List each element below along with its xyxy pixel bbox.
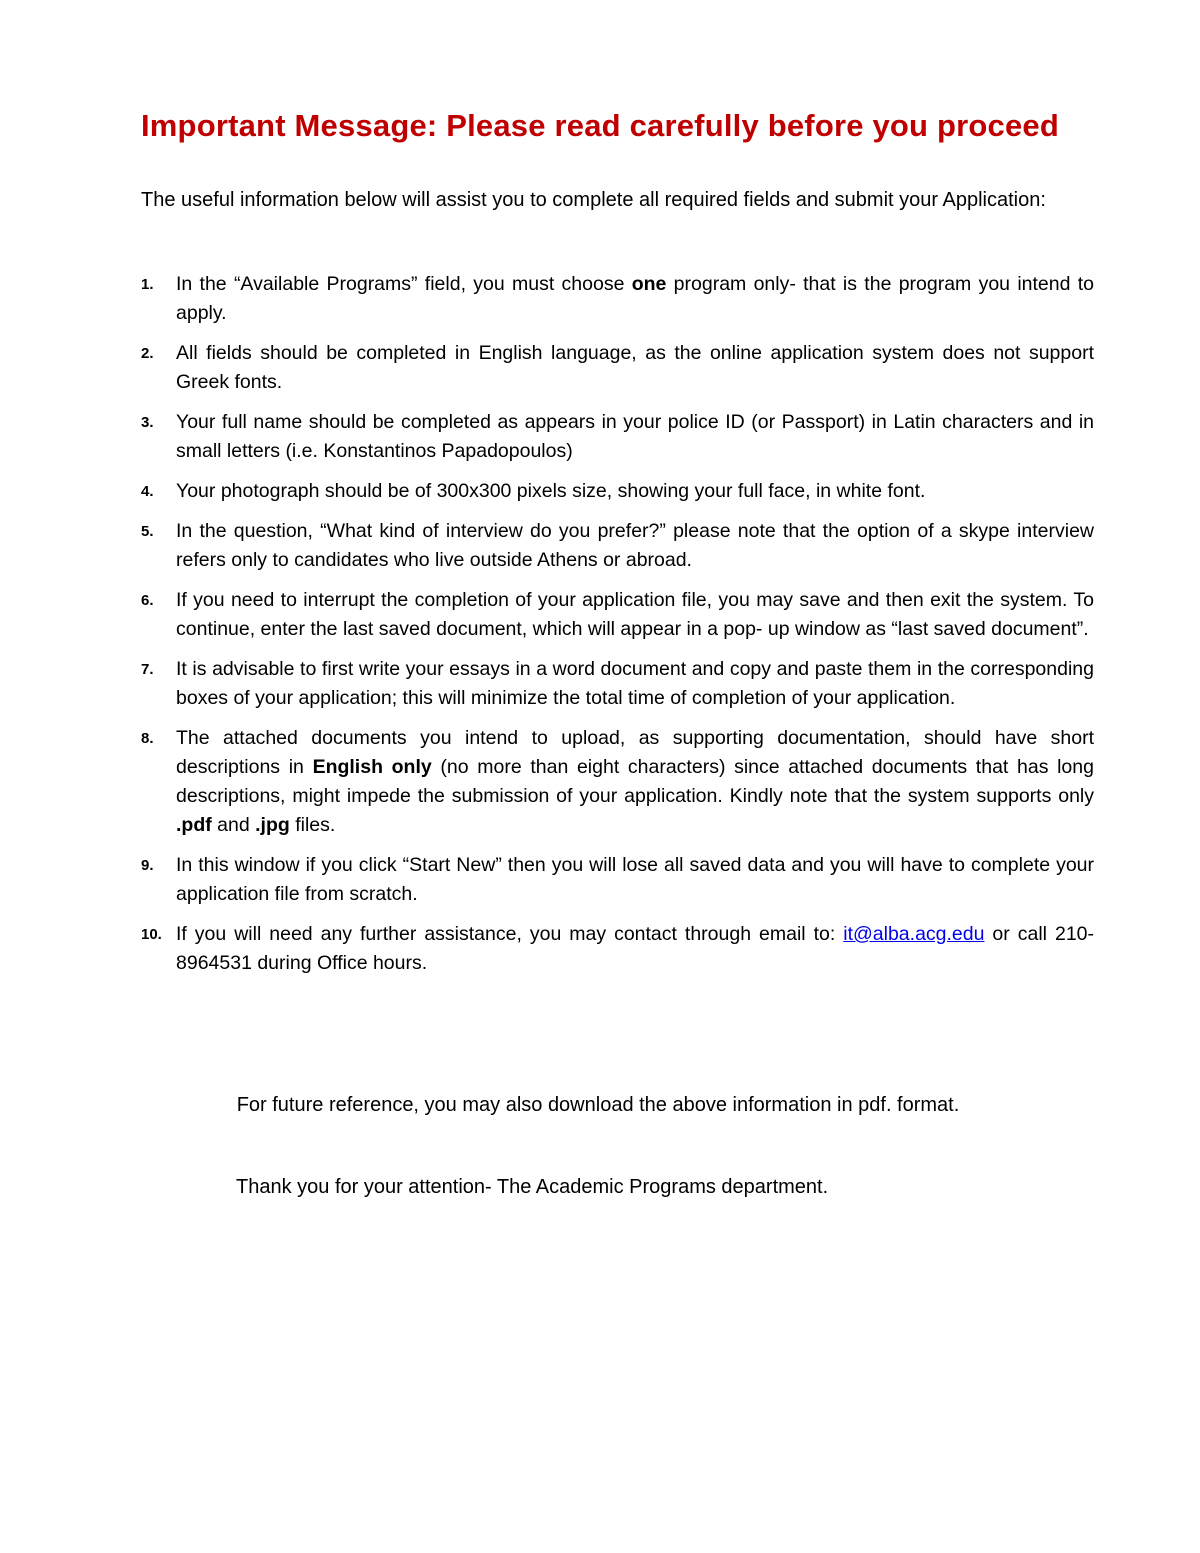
item-number: 7.: [141, 661, 154, 678]
item-text: In the “Available Programs” field, you must choose: [176, 273, 632, 295]
item-text: If you will need any further assistance, you may contact through email to:: [176, 923, 844, 945]
item-number: 9.: [141, 857, 154, 874]
item-text: files.: [289, 814, 336, 836]
item-emphasis: one: [631, 273, 667, 295]
item-emphasis: .jpg: [255, 814, 290, 836]
page-title: Important Message: Please read carefully before you proceed: [140, 108, 1059, 143]
item-number: 5.: [141, 523, 154, 540]
list-item: [141, 851, 1094, 909]
item-text: (no more than eight characters) since attached documents that has long descriptions, might impede the submission of your application. Kindly note that the system supports only: [176, 756, 1094, 807]
item-text: The attached documents you intend to upload, as supporting documentation, should have short descriptions in: [176, 727, 1094, 778]
list-item: [141, 586, 1094, 644]
item-text: All fields should be completed in English language, as the online application system does not support Greek fonts.: [176, 342, 1094, 393]
thanks-message: Thank you for your attention- The Academic Programs department.: [236, 1176, 829, 1198]
item-text: program only- that is the program you intend to apply.: [176, 273, 1094, 324]
item-text: It is advisable to first write your essays in a word document and copy and paste them in the corresponding boxes of your application; this will minimize the total time of completion of your application.: [176, 658, 1094, 709]
list-item: [141, 517, 1094, 575]
item-number: 4.: [141, 483, 154, 500]
item-number: 8.: [141, 730, 154, 747]
list-item: [141, 477, 1094, 506]
item-number: 6.: [141, 592, 154, 609]
instructions-list: [141, 270, 1094, 989]
download-note-text: For future reference, you may also download the above information in pdf. format.: [236, 1094, 960, 1116]
list-item: [141, 339, 1094, 397]
item-number: 2.: [141, 345, 154, 362]
item-text: or call 210- 8964531 during Office hours.: [176, 923, 1094, 974]
intro-paragraph: The useful information below will assist you to complete all required fields and submit your Application:: [141, 189, 1046, 211]
item-text: Your photograph should be of 300x300 pixels size, showing your full face, in white font.: [176, 480, 926, 502]
list-item: [141, 920, 1094, 978]
list-item: [141, 270, 1094, 328]
item-text: and: [211, 814, 256, 836]
download-note: [0, 1090, 1200, 1120]
item-text: Your full name should be completed as appears in your police ID (or Passport) in Latin characters and in small letters (i.e. Konstantinos Papadopoulos): [176, 411, 1094, 462]
list-item: [141, 655, 1094, 713]
item-text: If you need to interrupt the completion of your application file, you may save and then exit the system. To continue, enter the last saved document, which will appear in a pop- up window as “last saved document”.: [176, 589, 1094, 640]
list-item: [141, 724, 1094, 840]
item-text: In the question, “What kind of interview do you prefer?” please note that the option of a skype interview refers only to candidates who live outside Athens or abroad.: [176, 520, 1094, 571]
item-number: 10.: [141, 926, 162, 943]
support-email-link[interactable]: it@alba.acg.edu: [843, 923, 985, 945]
item-number: 1.: [141, 276, 154, 293]
list-item: [141, 408, 1094, 466]
item-emphasis: .pdf: [176, 814, 212, 836]
item-text: In this window if you click “Start New” then you will lose all saved data and you will have to complete your application file from scratch.: [176, 854, 1094, 905]
item-number: 3.: [141, 414, 154, 431]
item-emphasis: English only: [312, 756, 432, 778]
